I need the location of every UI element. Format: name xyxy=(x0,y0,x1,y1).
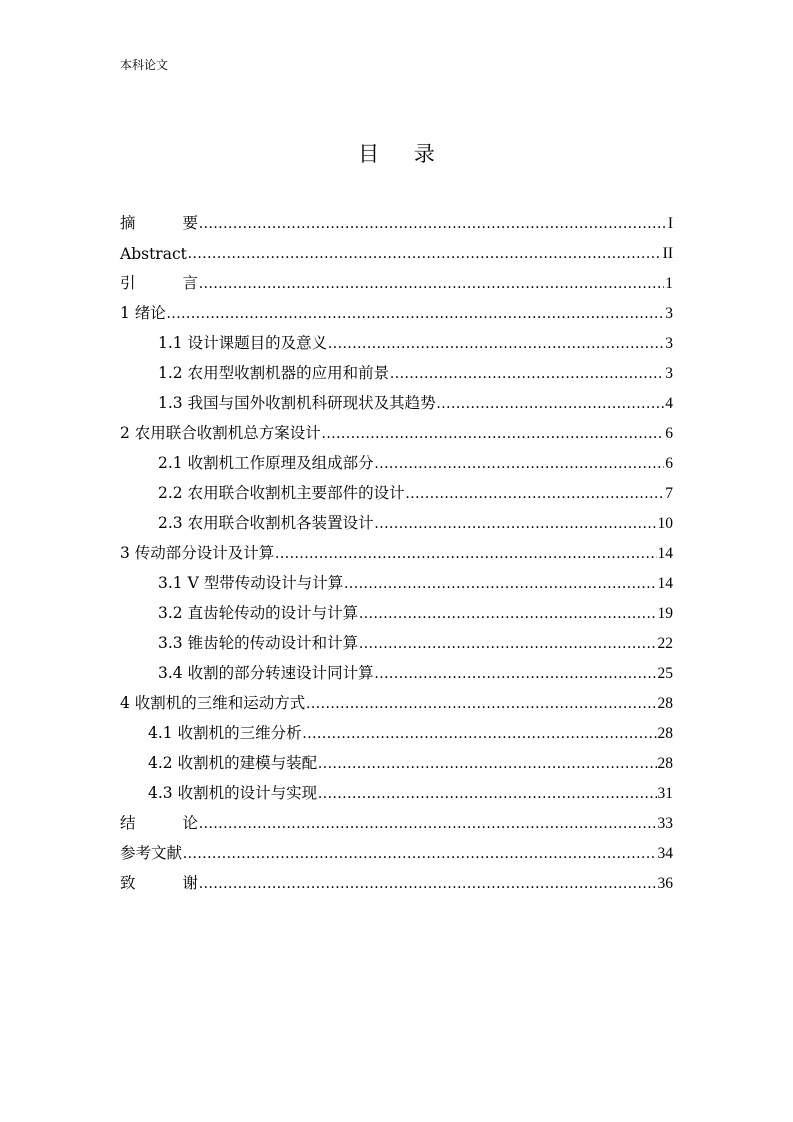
toc-entry-abstract-cn[interactable]: 摘 要 ..... I xyxy=(120,203,673,233)
page-number: 7 xyxy=(665,485,673,502)
toc-entry-1-3[interactable]: 1.3 我国与国外收割机科研现状及其趋势 ..... 4 xyxy=(120,383,673,413)
leader-dots xyxy=(375,455,665,473)
toc-entry-3-1[interactable]: 3.1 V 型带传动设计与计算 ..... 14 xyxy=(120,563,673,593)
leader-dots xyxy=(328,335,664,353)
leader-dots xyxy=(275,545,656,563)
page-number: 3 xyxy=(665,305,673,322)
page-number: 28 xyxy=(657,695,673,712)
page-number: 19 xyxy=(657,605,673,622)
page-number: I xyxy=(667,215,673,232)
toc-entry-abstract-en[interactable]: Abstract ..... II xyxy=(120,233,673,263)
toc-entry-conclusion[interactable]: 结 论 ..... 33 xyxy=(120,803,673,833)
toc-entry-4-3[interactable]: 4.3 收割机的设计与实现 ..... 31 xyxy=(120,773,673,803)
leader-dots xyxy=(322,425,664,443)
toc-entry-3-3[interactable]: 3.3 锥齿轮的传动设计和计算 ..... 22 xyxy=(120,623,673,653)
page-number: 28 xyxy=(657,755,673,772)
toc-entry-1-2[interactable]: 1.2 农用型收割机器的应用和前景 ..... 3 xyxy=(120,353,673,383)
toc-entry-chapter-1[interactable]: 1 绪论 ..... 3 xyxy=(120,293,673,323)
leader-dots xyxy=(344,575,656,593)
leader-dots xyxy=(199,215,667,233)
leader-dots xyxy=(359,635,656,653)
leader-dots xyxy=(167,305,664,323)
toc-entry-chapter-2[interactable]: 2 农用联合收割机总方案设计 ..... 6 xyxy=(120,413,673,443)
toc-entry-2-2[interactable]: 2.2 农用联合收割机主要部件的设计 ..... 7 xyxy=(120,473,673,503)
toc-entry-introduction[interactable]: 引 言 ..... 1 xyxy=(120,263,673,293)
page-number: 14 xyxy=(657,575,673,592)
leader-dots xyxy=(199,875,657,893)
toc-entry-4-2[interactable]: 4.2 收割机的建模与装配 ..... 28 xyxy=(120,743,673,773)
leader-dots xyxy=(318,755,656,773)
page-number: 14 xyxy=(657,545,673,562)
page-number: 22 xyxy=(657,635,673,652)
page-number: 33 xyxy=(657,815,673,832)
leader-dots xyxy=(199,815,657,833)
toc-entry-references[interactable]: 参考文献 ..... 34 xyxy=(120,833,673,863)
leader-dots xyxy=(303,725,657,743)
leader-dots xyxy=(199,275,664,293)
page-number: 6 xyxy=(665,425,673,442)
toc-entry-3-4[interactable]: 3.4 收割的部分转速设计同计算 ..... 25 xyxy=(120,653,673,683)
toc-entry-acknowledgements[interactable]: 致 谢 ..... 36 xyxy=(120,863,673,893)
page-number: 36 xyxy=(657,875,673,892)
table-of-contents xyxy=(120,203,673,893)
page-number: 1 xyxy=(665,275,673,292)
leader-dots xyxy=(437,395,665,413)
leader-dots xyxy=(318,785,656,803)
leader-dots xyxy=(183,845,656,863)
page-number: 4 xyxy=(665,395,673,412)
toc-entry-chapter-4[interactable]: 4 收割机的三维和运动方式 ..... 28 xyxy=(120,683,673,713)
leader-dots xyxy=(375,665,657,683)
toc-entry-4-1[interactable]: 4.1 收割机的三维分析 ..... 28 xyxy=(120,713,673,743)
leader-dots xyxy=(359,605,656,623)
page-number: 3 xyxy=(665,365,673,382)
toc-entry-2-3[interactable]: 2.3 农用联合收割机各装置设计 ..... 10 xyxy=(120,503,673,533)
page-number: II xyxy=(662,245,673,262)
leader-dots xyxy=(306,695,656,713)
page-number: 28 xyxy=(657,725,673,742)
page-number: 31 xyxy=(657,785,673,802)
toc-entry-1-1[interactable]: 1.1 设计课题目的及意义 ..... 3 xyxy=(120,323,673,353)
page-number: 34 xyxy=(657,845,673,862)
leader-dots xyxy=(188,245,662,263)
page-title: 目 录 xyxy=(358,142,449,166)
toc-entry-3-2[interactable]: 3.2 直齿轮传动的设计与计算 ..... 19 xyxy=(120,593,673,623)
page-number: 6 xyxy=(665,455,673,472)
toc-entry-chapter-3[interactable]: 3 传动部分设计及计算 ..... 14 xyxy=(120,533,673,563)
leader-dots xyxy=(406,485,665,503)
page-number: 25 xyxy=(657,665,673,682)
page-number: 3 xyxy=(665,335,673,352)
leader-dots xyxy=(390,365,664,383)
leader-dots xyxy=(375,515,657,533)
page-header: 本科论文 xyxy=(120,58,169,72)
page-number: 10 xyxy=(657,515,673,532)
toc-entry-2-1[interactable]: 2.1 收割机工作原理及组成部分 ..... 6 xyxy=(120,443,673,473)
